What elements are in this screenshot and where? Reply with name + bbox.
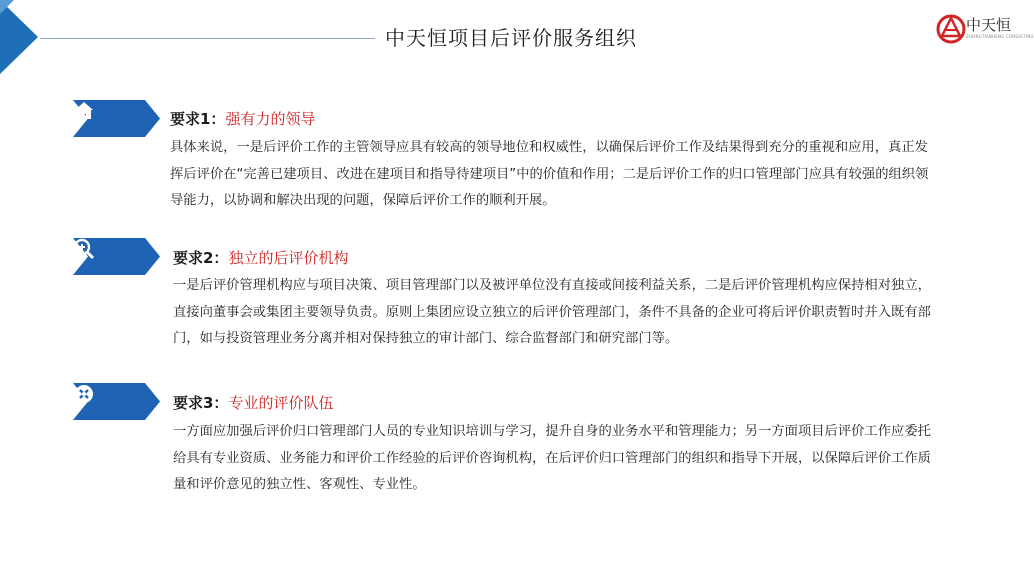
header-divider bbox=[40, 38, 375, 39]
section-3-prefix: 要求3： bbox=[173, 394, 229, 412]
tools-icon bbox=[73, 383, 95, 405]
corner-decoration bbox=[0, 0, 40, 75]
section-2-title: 独立的后评价机构 bbox=[228, 249, 349, 267]
logo-subtitle: ZHONGTIANHENG CONSULTING bbox=[966, 34, 1034, 39]
section-1-prefix: 要求1： bbox=[170, 110, 226, 128]
section-2-badge bbox=[73, 238, 160, 275]
section-2-prefix: 要求2： bbox=[173, 249, 229, 267]
section-1-heading bbox=[170, 108, 315, 129]
section-1-text: 具体来说，一是后评价工作的主管领导应具有较高的领导地位和权威性，以确保后评价工作及结果得到充分的重视和应用，真正发挥后评价在“完善已建项目、改进在建项目和指导待建项目”中的价值和作用；二是后评价工作的归口管理部门应具有较强的组织领导能力，以协调和解决出现的问题，保障后评价工作的顺利开展。 bbox=[170, 140, 929, 208]
company-logo bbox=[934, 12, 968, 46]
section-2-heading bbox=[173, 247, 348, 268]
page-title: 中天恒项目后评价服务组织 bbox=[385, 26, 637, 50]
section-3-badge bbox=[73, 383, 160, 420]
home-icon bbox=[73, 100, 95, 122]
section-1-title: 强有力的领导 bbox=[225, 110, 316, 128]
section-3-heading bbox=[173, 392, 333, 413]
section-3-text: 一方面应加强后评价归口管理部门人员的专业知识培训与学习，提升自身的业务水平和管理能力；另一方面项目后评价工作应委托给具有专业资质、业务能力和评价工作经验的后评价咨询机构，在后评价归口管理部门的组织和指导下开展，以保障后评价工作质量和评价意见的独立性、客观性、专业性。 bbox=[173, 424, 931, 492]
section-3-title: 专业的评价队伍 bbox=[228, 394, 334, 412]
section-1-badge bbox=[73, 100, 160, 137]
logo-text: 中天恒 bbox=[966, 16, 1012, 34]
section-2-text: 一是后评价管理机构应与项目决策、项目管理部门以及被评单位没有直接或间接利益关系，二是后评价管理机构应保持相对独立，直接向董事会或集团主要领导负责。原则上集团应设立独立的后评价管理部门，条件不具备的企业可将后评价职责暂时并入既有部门，如与投资管理业务分离并相对保持独立的审计部门、综合监督部门和研究部门等。 bbox=[173, 278, 931, 346]
search-zoom-icon bbox=[73, 238, 95, 260]
